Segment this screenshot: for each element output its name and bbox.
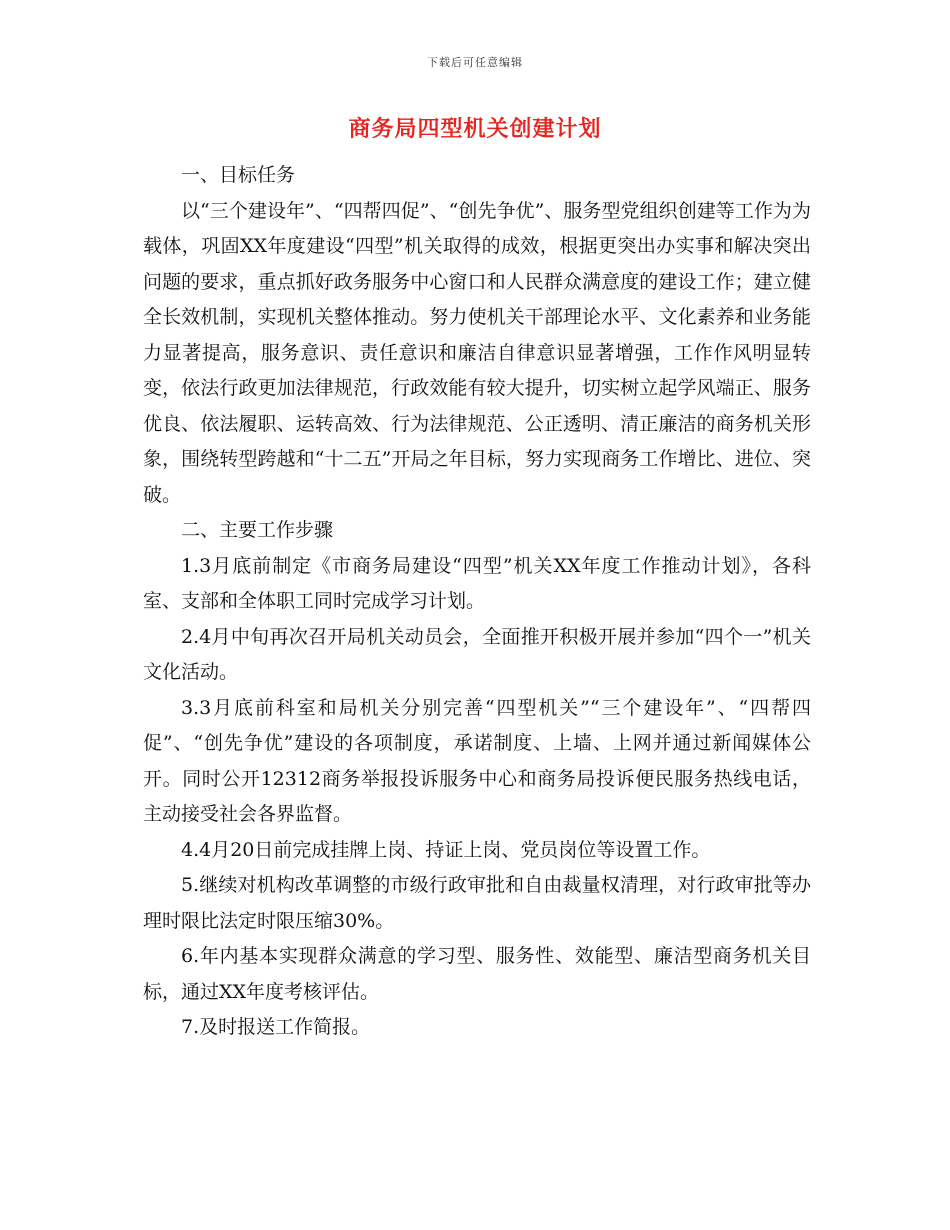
step-item-5: 5.继续对机构改革调整的市级行政审批和自由裁量权清理，对行政审批等办理时限比法定时限压缩30%。 xyxy=(143,874,811,932)
document-title: 商务局四型机关创建计划 xyxy=(348,116,602,142)
goals-paragraph: 以“三个建设年”、“四帮四促”、“创先争优”、服务型党组织创建等工作为为载体，巩固XX年度建设“四型”机关取得的成效，根据更突出办实事和解决突出问题的要求，重点抓好政务服务中心窗口和人民群众满意度的建设工作；建立健全长效机制，实现机关整体推动。努力使机关干部理论水平、文化素养和业务能力显著提高，服务意识、责任意识和廉洁自律意识显著增强，工作作风明显转变，依法行政更加法律规范，行政效能有较大提升，切实树立起学风端正、服务优良、依法履职、运转高效、行为法律规范、公正透明、清正廉洁的商务机关形象，围绕转型跨越和“十二五”开局之年目标，努力实现商务工作增比、进位、突破。 xyxy=(143,199,811,506)
step-item-1: 1.3月底前制定《市商务局建设“四型”机关XX年度工作推动计划》，各科室、支部和全体职工同时完成学习计划。 xyxy=(143,554,811,612)
step-item-2: 2.4月中旬再次召开局机关动员会，全面推开积极开展并参加“四个一”机关文化活动。 xyxy=(143,625,811,683)
header-note: 下载后可任意编辑 xyxy=(427,56,523,69)
document-body xyxy=(143,158,811,1046)
step-item-7: 7.及时报送工作简报。 xyxy=(181,1016,371,1038)
step-item-3: 3.3月底前科室和局机关分别完善“四型机关”“三个建设年”、“四帮四促”、“创先争优”建设的各项制度，承诺制度、上墙、上网并通过新闻媒体公开。同时公开12312商务举报投诉服务中心和商务局投诉便民服务热线电话，主动接受社会各界监督。 xyxy=(143,696,811,825)
step-item-6: 6.年内基本实现群众满意的学习型、服务性、效能型、廉洁型商务机关目标，通过XX年度考核评估。 xyxy=(143,945,811,1003)
section-heading-goals: 一、目标任务 xyxy=(181,164,296,186)
step-item-4: 4.4月20日前完成挂牌上岗、持证上岗、党员岗位等设置工作。 xyxy=(181,838,711,861)
section-heading-steps: 二、主要工作步骤 xyxy=(181,519,334,541)
